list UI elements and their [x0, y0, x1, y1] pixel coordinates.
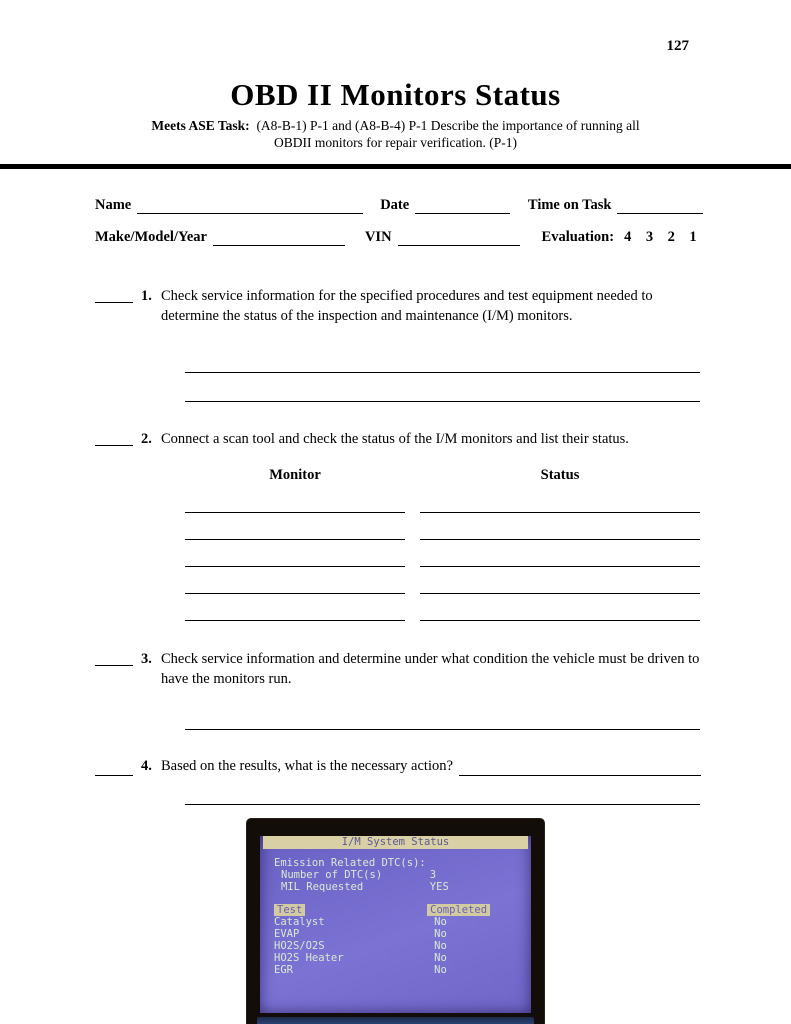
time-on-task-blank	[617, 199, 703, 214]
vin-blank	[398, 231, 520, 246]
scan-tool-photo	[247, 819, 544, 1024]
monitor-table-headers	[185, 467, 701, 484]
monitor-status: No	[434, 916, 447, 928]
monitor-status: No	[434, 964, 447, 976]
date-label: Date	[380, 197, 410, 213]
monitor-name: EGR	[274, 964, 293, 976]
dtc-count-line	[274, 869, 521, 881]
monitor-row	[185, 567, 701, 594]
response-line	[185, 344, 700, 373]
task-4-number: 4.	[141, 758, 152, 774]
dtc-header-line	[274, 857, 521, 869]
screen-monitor-row	[274, 952, 521, 964]
monitor-status: No	[434, 928, 447, 940]
task-4-text: Based on the results, what is the necessary action?	[161, 758, 453, 774]
screen-monitor-row	[274, 916, 521, 928]
page-number: 127	[666, 38, 689, 54]
task-2-number: 2.	[141, 431, 152, 447]
task-2-check-blank	[95, 429, 133, 446]
response-line	[185, 373, 700, 402]
task-2-text: Connect a scan tool and check the status of the I/M monitors and list their status.	[161, 431, 629, 447]
time-on-task-label: Time on Task	[527, 197, 612, 213]
make-model-year-blank	[213, 231, 345, 246]
monitor-row	[185, 594, 701, 621]
scan-tool-screen	[260, 836, 531, 1013]
monitor-name: EVAP	[274, 928, 300, 940]
task-3-number: 3.	[141, 651, 152, 667]
mil-requested-value: YES	[429, 881, 449, 893]
dtc-count-value: 3	[429, 869, 437, 881]
ase-task-label: Meets ASE Task:	[151, 118, 250, 133]
task-1-check-blank	[95, 286, 133, 303]
evaluation-values: 4 3 2 1	[624, 229, 697, 245]
task-2	[95, 429, 701, 449]
monitor-status: No	[434, 940, 447, 952]
screen-monitor-row	[274, 964, 521, 976]
ase-task-line2: OBDII monitors for repair verification. (P-1)	[274, 135, 517, 150]
monitor-table-rows	[95, 486, 701, 621]
scan-screen-body	[260, 849, 531, 976]
task-3	[95, 649, 701, 689]
make-model-year-label: Make/Model/Year	[95, 229, 207, 245]
screen-table-header	[274, 904, 521, 916]
name-blank	[137, 199, 362, 214]
task-3-response-lines	[185, 701, 701, 730]
monitor-row	[185, 513, 701, 540]
task-1-text: Check service information for the specified procedures and test equipment needed to determine the status of the inspection and maintenance (I/M) monitors.	[161, 288, 653, 324]
dtc-count-label: Number of DTC(s)	[281, 869, 383, 881]
monitor-column-header: Monitor	[269, 467, 321, 483]
ase-task-line1	[0, 117, 791, 134]
test-column-header: Test	[274, 904, 305, 916]
monitor-row	[185, 486, 701, 513]
monitor-name: HO2S/O2S	[274, 940, 325, 952]
task-1	[95, 286, 701, 326]
page-title: OBD II Monitors Status	[230, 77, 561, 112]
task-4-check-blank	[95, 759, 133, 776]
ase-task-text1: (A8-B-1) P-1 and (A8-B-4) P-1 Describe the importance of running all	[256, 118, 640, 133]
screen-monitor-row	[274, 928, 521, 940]
dtc-header-text: Emission Related DTC(s):	[274, 857, 426, 869]
task-1-response-lines	[185, 344, 701, 402]
scan-screen-title: I/M System Status	[263, 836, 528, 849]
response-line	[185, 776, 700, 805]
mil-requested-label: MIL Requested	[281, 881, 364, 893]
task-3-text: Check service information and determine under what condition the vehicle must be driven to have the monitors run.	[161, 651, 700, 687]
response-line	[185, 701, 700, 730]
date-blank	[415, 199, 510, 214]
monitor-name: HO2S Heater	[274, 952, 344, 964]
form-row-identity	[95, 197, 703, 214]
ase-task-block	[0, 117, 791, 151]
task-list	[95, 286, 701, 805]
name-label: Name	[95, 197, 132, 213]
task-1-number: 1.	[141, 288, 152, 304]
task-4	[95, 756, 701, 776]
status-column-header: Status	[540, 467, 580, 483]
completed-column-header: Completed	[427, 904, 490, 916]
form-row-vehicle	[95, 229, 703, 246]
monitor-name: Catalyst	[274, 916, 325, 928]
mil-requested-line	[274, 881, 521, 893]
screen-monitor-row	[274, 940, 521, 952]
vin-label: VIN	[364, 229, 392, 245]
task-3-check-blank	[95, 649, 133, 666]
task-4-response-lines	[185, 776, 701, 805]
monitor-status: No	[434, 952, 447, 964]
evaluation-label: Evaluation:	[541, 229, 615, 245]
monitor-row	[185, 540, 701, 567]
divider-rule	[0, 164, 791, 169]
task-4-inline-blank	[459, 759, 701, 776]
